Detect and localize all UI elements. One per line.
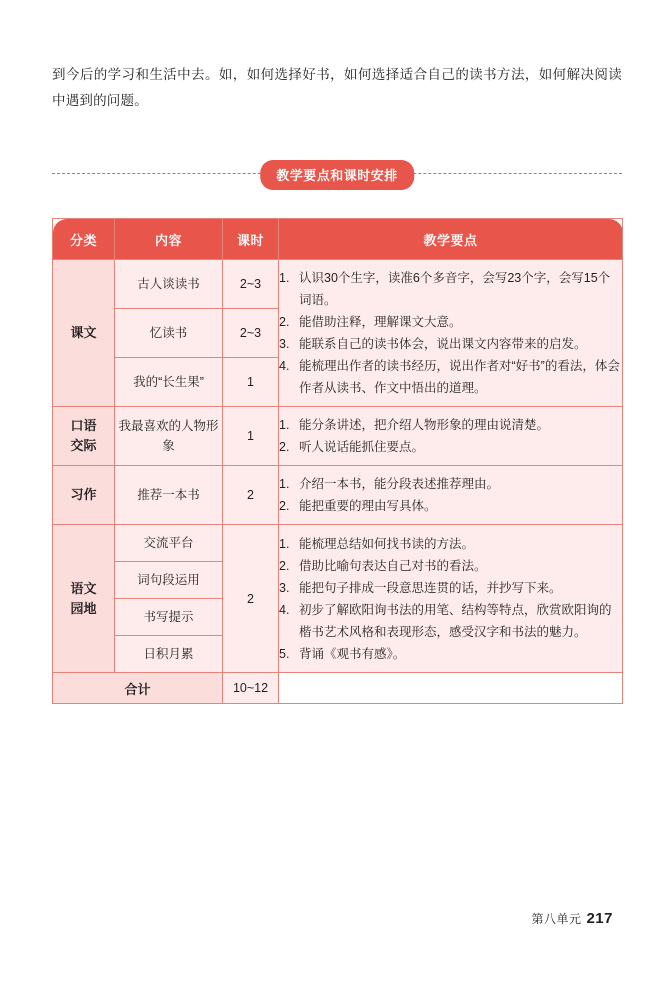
points-list xyxy=(279,267,622,399)
cell-hours: 2~3 xyxy=(223,309,279,358)
cell-total-hours: 10~12 xyxy=(223,673,279,704)
table-row xyxy=(53,407,623,466)
cell-hours: 1 xyxy=(223,407,279,466)
cell-hours: 2 xyxy=(223,525,279,673)
header-category: 分类 xyxy=(53,219,115,260)
points-list xyxy=(279,533,622,665)
header-hours: 课时 xyxy=(223,219,279,260)
section-title: 教学要点和课时安排 xyxy=(260,160,414,190)
cell-content: 忆读书 xyxy=(115,309,223,358)
point-item: 能梳理出作者的读书经历，说出作者对“好书”的看法，体会作者从读书、作文中悟出的道理。 xyxy=(299,359,620,395)
cell-content: 我的“长生果” xyxy=(115,358,223,407)
cell-content: 书写提示 xyxy=(115,599,223,636)
cell-hours: 2 xyxy=(223,466,279,525)
point-item: 能分条讲述，把介绍人物形象的理由说清楚。 xyxy=(299,418,550,432)
category-line: 语文 xyxy=(70,580,97,596)
cell-points xyxy=(279,407,623,466)
cell-content: 古人谈读书 xyxy=(115,260,223,309)
cell-content: 交流平台 xyxy=(115,525,223,562)
header-points: 教学要点 xyxy=(279,219,623,260)
cell-total-blank xyxy=(279,673,623,704)
cell-points xyxy=(279,466,623,525)
cell-hours: 1 xyxy=(223,358,279,407)
table-row xyxy=(53,466,623,525)
cell-category: 课文 xyxy=(53,260,115,407)
point-item: 能梳理总结如何找书读的方法。 xyxy=(299,536,475,551)
point-item: 认识30个生字，读准6个多音字，会写23个字，会写15个词语。 xyxy=(299,271,611,307)
cell-points xyxy=(279,525,623,673)
category-line: 园地 xyxy=(70,600,97,616)
table-header-row xyxy=(53,219,623,260)
point-item: 借助比喻句表达自己对书的看法。 xyxy=(299,558,487,573)
point-item: 能把句子排成一段意思连贯的话，并抄写下来。 xyxy=(299,580,562,595)
cell-category: 习作 xyxy=(53,466,115,525)
point-item: 能联系自己的读书体会，说出课文内容带来的启发。 xyxy=(299,337,587,351)
point-item: 听人说话能抓住要点。 xyxy=(299,440,425,454)
cell-content: 我最喜欢的人物形象 xyxy=(115,407,223,466)
page-footer xyxy=(531,910,613,927)
header-content: 内容 xyxy=(115,219,223,260)
page-number: 217 xyxy=(586,910,613,927)
point-item: 初步了解欧阳询书法的用笔、结构等特点，欣赏欧阳询的楷书艺术风格和表现形态，感受汉字和书法的魅力。 xyxy=(299,602,612,639)
points-list xyxy=(279,414,622,458)
cell-content: 日积月累 xyxy=(115,636,223,673)
category-line: 口语 xyxy=(70,418,97,433)
category-line: 交际 xyxy=(70,438,97,453)
cell-category xyxy=(53,407,115,466)
table-total-row xyxy=(53,673,623,704)
cell-content: 推荐一本书 xyxy=(115,466,223,525)
cell-category xyxy=(53,525,115,673)
section-heading xyxy=(52,160,622,186)
point-item: 背诵《观书有感》。 xyxy=(299,646,406,661)
cell-hours: 2~3 xyxy=(223,260,279,309)
table-row xyxy=(53,525,623,562)
point-item: 能把重要的理由写具体。 xyxy=(299,499,437,513)
cell-total-label: 合计 xyxy=(53,673,223,704)
footer-unit-label: 第八单元 xyxy=(531,912,582,926)
cell-content: 词句段运用 xyxy=(115,562,223,599)
cell-points xyxy=(279,260,623,407)
teaching-plan-table xyxy=(52,218,623,704)
table-row xyxy=(53,260,623,309)
teaching-plan-table-wrapper xyxy=(52,218,622,704)
intro-paragraph: 到今后的学习和生活中去。如，如何选择好书，如何选择适合自己的读书方法，如何解决阅读中遇到的问题。 xyxy=(52,67,622,108)
point-item: 介绍一本书，能分段表述推荐理由。 xyxy=(299,477,500,491)
points-list xyxy=(279,473,622,517)
point-item: 能借助注释，理解课文大意。 xyxy=(299,315,462,329)
